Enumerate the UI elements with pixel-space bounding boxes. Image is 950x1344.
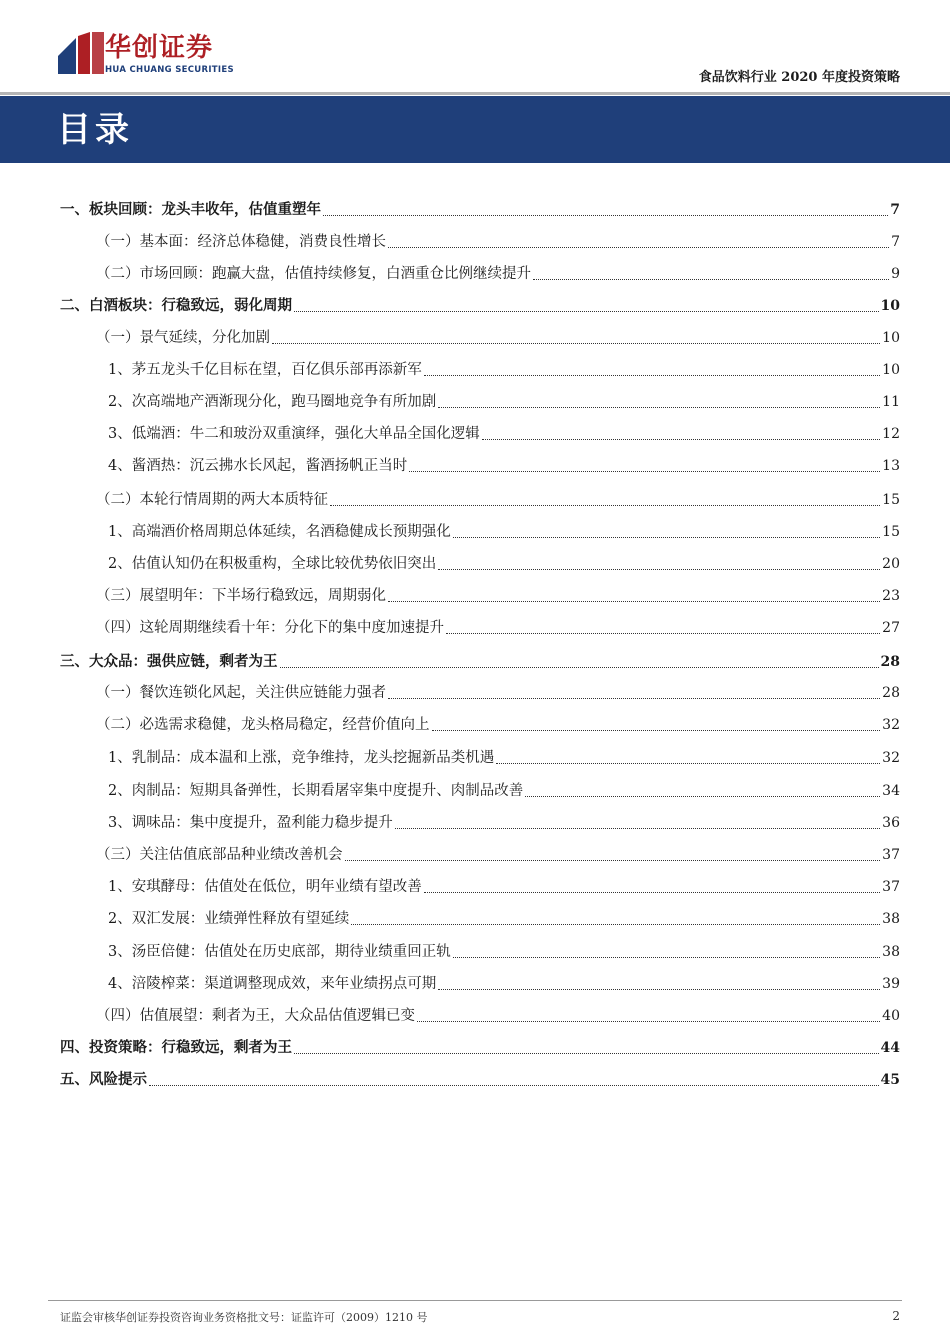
toc-entry[interactable]	[60, 196, 900, 220]
toc-entry-title: 五、风险提示	[60, 1071, 147, 1088]
toc-entry-page: 37	[882, 879, 900, 895]
toc-entry-page: 28	[880, 654, 900, 670]
toc-leader-dots	[438, 568, 880, 570]
toc-entry-page: 12	[882, 426, 900, 442]
toc-leader-dots	[453, 956, 880, 958]
toc-entry[interactable]	[60, 420, 900, 444]
toc-entry-page: 36	[882, 815, 900, 831]
toc-leader-dots	[482, 438, 880, 440]
toc-entry-page: 45	[880, 1072, 900, 1088]
toc-leader-dots	[388, 600, 880, 602]
toc-entry[interactable]	[60, 970, 900, 994]
toc-entry-title: 2、估值认知仍在积极重构，全球比较优势依旧突出	[108, 556, 437, 572]
toc-entry-page: 23	[882, 588, 900, 604]
toc-banner	[0, 96, 950, 163]
toc-leader-dots	[533, 278, 889, 280]
toc-leader-dots	[272, 342, 880, 344]
toc-entry[interactable]	[60, 292, 900, 316]
toc-entry-title: 二、白酒板块：行稳致远，弱化周期	[60, 297, 292, 314]
toc-entry-page: 11	[882, 394, 900, 410]
toc-entry[interactable]	[60, 356, 900, 380]
toc-entry-title: 3、汤臣倍健：估值处在历史底部，期待业绩重回正轨	[108, 944, 451, 960]
toc-leader-dots	[149, 1084, 879, 1086]
toc-entry-title: （二）本轮行情周期的两大本质特征	[96, 492, 328, 508]
toc-heading: 目录	[57, 110, 133, 150]
toc-entry-title: 1、茅五龙头千亿目标在望，百亿俱乐部再添新军	[108, 362, 422, 378]
toc-entry-title: （三）展望明年：下半场行稳致远，周期弱化	[96, 588, 386, 604]
toc-entry-page: 32	[882, 717, 900, 733]
toc-entry-title: 1、安琪酵母：估值处在低位，明年业绩有望改善	[108, 879, 422, 895]
toc-leader-dots	[409, 470, 880, 472]
toc-entry-page: 15	[882, 492, 900, 508]
toc-entry-page: 10	[880, 298, 900, 314]
toc-leader-dots	[294, 1052, 879, 1054]
toc-entry-title: 2、次高端地产酒渐现分化，跑马圈地竞争有所加剧	[108, 394, 437, 410]
logo-english-name: HUA CHUANG SECURITIES	[105, 65, 234, 75]
toc-entry[interactable]	[60, 711, 900, 735]
report-title: 食品饮料行业 2020 年度投资策略	[698, 70, 900, 85]
toc-leader-dots	[388, 697, 880, 699]
toc-entry[interactable]	[60, 324, 900, 348]
toc-leader-dots	[388, 246, 889, 248]
toc-entry-page: 37	[882, 847, 900, 863]
toc-entry[interactable]	[60, 486, 900, 510]
license-notice: 证监会审核华创证券投资咨询业务资格批文号：证监许可（2009）1210 号	[60, 1311, 428, 1324]
toc-entry-title: （四）这轮周期继续看十年：分化下的集中度加速提升	[96, 620, 444, 636]
toc-entry-page: 38	[882, 944, 900, 960]
logo-text	[105, 34, 234, 75]
toc-entry-title: 1、乳制品：成本温和上涨，竞争维持，龙头挖掘新品类机遇	[108, 750, 495, 766]
toc-entry-page: 7	[891, 234, 900, 250]
toc-entry-page: 28	[882, 685, 900, 701]
toc-entry[interactable]	[60, 777, 900, 801]
toc-entry[interactable]	[60, 648, 900, 672]
logo-chinese-name: 华创证券	[105, 33, 214, 63]
toc-entry-title: （一）基本面：经济总体稳健，消费良性增长	[96, 234, 386, 250]
toc-entry[interactable]	[60, 1066, 900, 1090]
huachuang-logo-icon	[58, 32, 104, 74]
toc-entry[interactable]	[60, 228, 900, 252]
toc-entry-title: 1、高端酒价格周期总体延续，名酒稳健成长预期强化	[108, 524, 451, 540]
toc-entry[interactable]	[60, 1034, 900, 1058]
toc-leader-dots	[438, 988, 880, 990]
toc-entry-title: 一、板块回顾：龙头丰收年，估值重塑年	[60, 201, 321, 218]
toc-entry[interactable]	[60, 809, 900, 833]
toc-entry-page: 27	[882, 620, 900, 636]
toc-entry-page: 39	[882, 976, 900, 992]
toc-entry[interactable]	[60, 452, 900, 476]
toc-leader-dots	[280, 666, 879, 668]
toc-entry[interactable]	[60, 905, 900, 929]
toc-leader-dots	[294, 310, 879, 312]
toc-entry[interactable]	[60, 582, 900, 606]
toc-entry-title: （四）估值展望：剩者为王，大众品估值逻辑已变	[96, 1008, 415, 1024]
toc-entry-page: 9	[891, 266, 900, 282]
toc-leader-dots	[453, 536, 880, 538]
toc-leader-dots	[438, 406, 880, 408]
toc-entry-page: 7	[890, 202, 900, 218]
toc-entry-page: 32	[882, 750, 900, 766]
header-divider	[0, 92, 950, 95]
toc-leader-dots	[424, 374, 880, 376]
toc-entry-title: 4、涪陵榨菜：渠道调整现成效，来年业绩拐点可期	[108, 976, 437, 992]
page-header	[0, 0, 950, 92]
toc-entry[interactable]	[60, 744, 900, 768]
toc-entry[interactable]	[60, 388, 900, 412]
toc-entry[interactable]	[60, 1002, 900, 1026]
toc-entry[interactable]	[60, 679, 900, 703]
toc-entry-title: （一）景气延续，分化加剧	[96, 330, 270, 346]
toc-entry-title: （二）市场回顾：跑赢大盘，估值持续修复，白酒重仓比例继续提升	[96, 266, 531, 282]
toc-entry-title: 四、投资策略：行稳致远，剩者为王	[60, 1039, 292, 1056]
toc-entry-title: 2、双汇发展：业绩弹性释放有望延续	[108, 911, 350, 927]
toc-entry-page: 10	[882, 330, 900, 346]
toc-entry-title: （三）关注估值底部品种业绩改善机会	[96, 847, 343, 863]
toc-entry[interactable]	[60, 260, 900, 284]
toc-leader-dots	[395, 827, 880, 829]
toc-leader-dots	[417, 1020, 880, 1022]
toc-entry-title: 三、大众品：强供应链，剩者为王	[60, 653, 278, 670]
toc-leader-dots	[432, 729, 881, 731]
toc-entry[interactable]	[60, 614, 900, 638]
toc-leader-dots	[525, 795, 880, 797]
toc-entry-page: 10	[882, 362, 900, 378]
toc-entry-page: 38	[882, 911, 900, 927]
toc-entry-page: 15	[882, 524, 900, 540]
toc-leader-dots	[330, 504, 880, 506]
toc-entry[interactable]	[60, 938, 900, 962]
toc-entry-title: 2、肉制品：短期具备弹性，长期看屠宰集中度提升、肉制品改善	[108, 783, 524, 799]
toc-entry-page: 40	[882, 1008, 900, 1024]
toc-entry[interactable]	[60, 518, 900, 542]
toc-entry-title: 3、调味品：集中度提升，盈利能力稳步提升	[108, 815, 393, 831]
toc-entry-page: 13	[882, 458, 900, 474]
toc-leader-dots	[424, 891, 880, 893]
toc-leader-dots	[345, 859, 881, 861]
toc-entry-title: （一）餐饮连锁化风起，关注供应链能力强者	[96, 685, 386, 701]
toc-entry[interactable]	[60, 550, 900, 574]
toc-entry-page: 34	[882, 783, 900, 799]
toc-entry-page: 44	[880, 1040, 900, 1056]
footer-divider	[48, 1300, 902, 1301]
page-number: 2	[892, 1309, 900, 1323]
toc-leader-dots	[496, 762, 880, 764]
toc-entry[interactable]	[60, 841, 900, 865]
toc-leader-dots	[446, 632, 880, 634]
toc-entry-title: 4、酱酒热：沉云拂水长风起，酱酒扬帆正当时	[108, 458, 408, 474]
toc-entry[interactable]	[60, 873, 900, 897]
toc-entry-title: 3、低端酒：牛二和玻汾双重演绎，强化大单品全国化逻辑	[108, 426, 480, 442]
toc-entry-page: 20	[882, 556, 900, 572]
toc-leader-dots	[351, 923, 880, 925]
toc-entry-title: （二）必选需求稳健，龙头格局稳定，经营价值向上	[96, 717, 430, 733]
toc-leader-dots	[323, 214, 888, 216]
